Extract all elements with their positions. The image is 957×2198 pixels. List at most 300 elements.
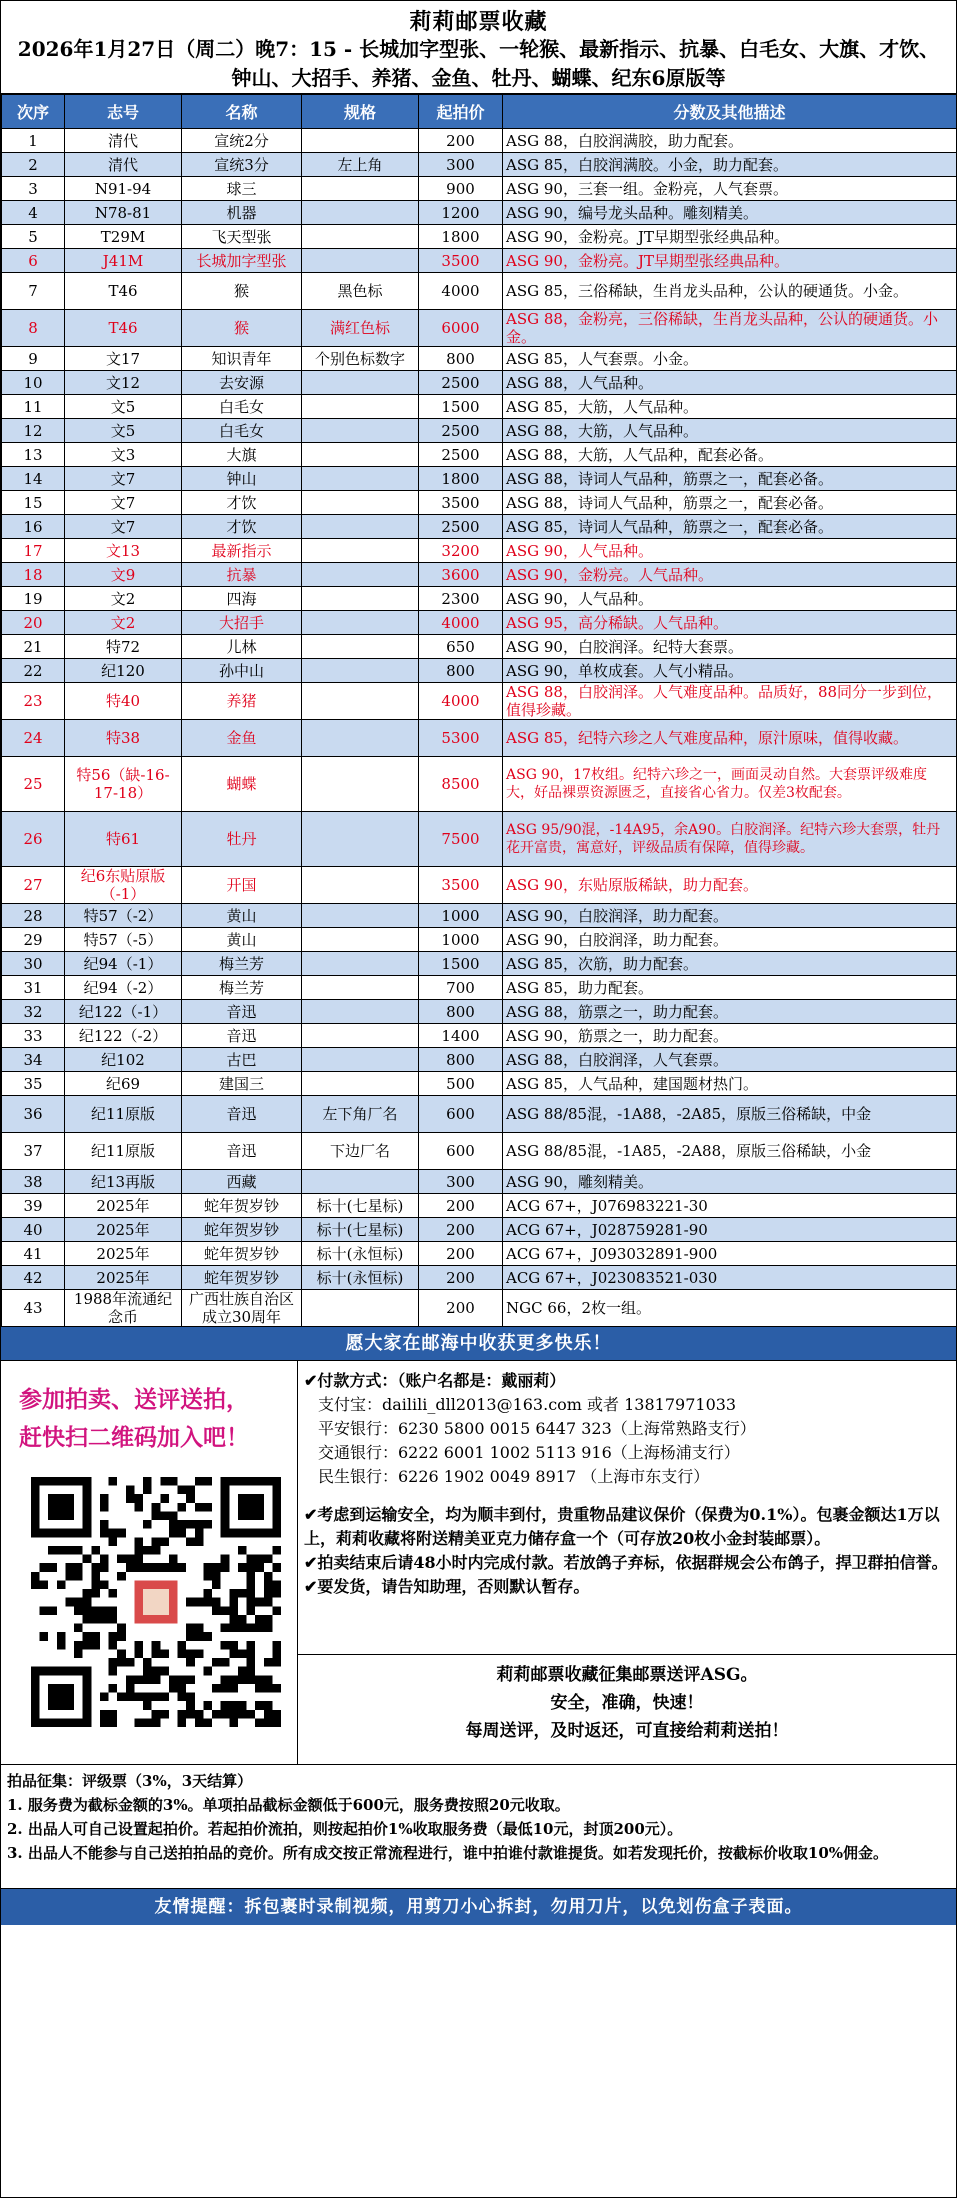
stamp-spec (302, 720, 419, 757)
lot-description: ASG 88，筋票之一，助力配套。 (503, 1000, 957, 1024)
col-header: 名称 (182, 95, 302, 129)
lot-number: 22 (2, 659, 65, 683)
stamp-code: 纪13再版 (65, 1170, 182, 1194)
stamp-spec (302, 129, 419, 153)
lot-number: 40 (2, 1218, 65, 1242)
stamp-name: 蛇年贺岁钞 (182, 1194, 302, 1218)
lot-number: 28 (2, 904, 65, 928)
table-row (2, 611, 957, 635)
lot-number: 24 (2, 720, 65, 757)
stamp-name: 蛇年贺岁钞 (182, 1218, 302, 1242)
lot-number: 23 (2, 683, 65, 720)
start-price: 2300 (419, 587, 503, 611)
stamp-code: 纪94（-1） (65, 952, 182, 976)
table-row (2, 515, 957, 539)
start-price: 4000 (419, 611, 503, 635)
stamp-code: 文13 (65, 539, 182, 563)
stamp-code: T46 (65, 310, 182, 347)
table-row (2, 1024, 957, 1048)
stamp-spec (302, 1290, 419, 1327)
start-price: 7500 (419, 812, 503, 867)
lot-number: 32 (2, 1000, 65, 1024)
stamp-name: 长城加字型张 (182, 249, 302, 273)
lot-number: 38 (2, 1170, 65, 1194)
promo-line-1: 参加拍卖、送评送拍， (19, 1386, 249, 1413)
stamp-name: 建国三 (182, 1072, 302, 1096)
stamp-name: 金鱼 (182, 720, 302, 757)
stamp-code: 文12 (65, 371, 182, 395)
lot-description: ASG 90，白胶润泽，助力配套。 (503, 904, 957, 928)
stamp-code: N78-81 (65, 201, 182, 225)
lot-description: ASG 90，三套一组。金粉亮，人气套票。 (503, 177, 957, 201)
stamp-spec (302, 1000, 419, 1024)
stamp-code: 2025年 (65, 1242, 182, 1266)
start-price: 900 (419, 177, 503, 201)
stamp-spec (302, 587, 419, 611)
start-price: 800 (419, 347, 503, 371)
lot-number: 4 (2, 201, 65, 225)
table-row (2, 467, 957, 491)
start-price: 1500 (419, 395, 503, 419)
lot-number: 43 (2, 1290, 65, 1327)
start-price: 1800 (419, 225, 503, 249)
stamp-spec: 黑色标 (302, 273, 419, 310)
minsheng-account: 民生银行：6226 1902 0049 8917 （上海市东支行） (318, 1467, 710, 1486)
lot-description: ASG 88，白胶润满胶，助力配套。 (503, 129, 957, 153)
stamp-name: 四海 (182, 587, 302, 611)
stamp-name: 蛇年贺岁钞 (182, 1242, 302, 1266)
stamp-name: 音迅 (182, 1024, 302, 1048)
table-row (2, 659, 957, 683)
stamp-name: 猴 (182, 310, 302, 347)
stamp-code: 清代 (65, 153, 182, 177)
lot-description: ASG 90，白胶润泽，助力配套。 (503, 928, 957, 952)
stamp-spec: 左下角厂名 (302, 1096, 419, 1133)
stamp-spec: 标十(七星标) (302, 1218, 419, 1242)
stamp-spec: 个别色标数字 (302, 347, 419, 371)
lot-number: 1 (2, 129, 65, 153)
stamp-code: 文17 (65, 347, 182, 371)
start-price: 200 (419, 1290, 503, 1327)
pingan-account: 平安银行：6230 5800 0015 6447 323（上海常熟路支行） (318, 1419, 756, 1438)
stamp-name: 蛇年贺岁钞 (182, 1266, 302, 1290)
stamp-code: 清代 (65, 129, 182, 153)
start-price: 200 (419, 1194, 503, 1218)
table-row (2, 1266, 957, 1290)
rules-title: 拍品征集：评级票（3%，3天结算） (7, 1772, 253, 1790)
lot-description: ASG 90，单枚成套。人气小精品。 (503, 659, 957, 683)
lot-number: 12 (2, 419, 65, 443)
rule-item: 3. 出品人不能参与自己送拍拍品的竞价。所有成交按正常流程进行，谁中拍谁付款谁提货。如若发现托价，按截标价收取10%佣金。 (7, 1844, 889, 1862)
lot-description: ASG 90，人气品种。 (503, 539, 957, 563)
lot-number: 41 (2, 1242, 65, 1266)
start-price: 800 (419, 659, 503, 683)
lot-description: ASG 90，雕刻精美。 (503, 1170, 957, 1194)
table-row (2, 1242, 957, 1266)
lot-description: ASG 88，白胶润泽。人气难度品种。品质好，88同分一步到位，值得珍藏。 (503, 683, 957, 720)
stamp-name: 飞天型张 (182, 225, 302, 249)
table-row (2, 249, 957, 273)
stamp-spec (302, 177, 419, 201)
lot-number: 7 (2, 273, 65, 310)
lot-number: 39 (2, 1194, 65, 1218)
stamp-code: 纪69 (65, 1072, 182, 1096)
lot-description: ASG 95，高分稀缺。人气品种。 (503, 611, 957, 635)
stamp-code: 纪94（-2） (65, 976, 182, 1000)
stamp-name: 黄山 (182, 928, 302, 952)
lot-number: 2 (2, 153, 65, 177)
table-row (2, 812, 957, 867)
start-price: 4000 (419, 683, 503, 720)
table-row (2, 129, 957, 153)
stamp-name: 西藏 (182, 1170, 302, 1194)
table-row (2, 720, 957, 757)
stamp-code: T29M (65, 225, 182, 249)
stamp-code: 纪122（-1） (65, 1000, 182, 1024)
start-price: 2500 (419, 371, 503, 395)
lot-number: 14 (2, 467, 65, 491)
lot-number: 5 (2, 225, 65, 249)
table-row (2, 1096, 957, 1133)
qr-code-icon[interactable] (31, 1477, 281, 1727)
stamp-code: 特38 (65, 720, 182, 757)
stamp-spec (302, 683, 419, 720)
lot-number: 10 (2, 371, 65, 395)
stamp-spec (302, 928, 419, 952)
bocom-account: 交通银行：6222 6001 1002 5113 916（上海杨浦支行） (318, 1443, 740, 1462)
payment-heading: ✔付款方式：（账户名都是：戴丽莉） (304, 1371, 566, 1390)
stamp-spec: 下边厂名 (302, 1133, 419, 1170)
start-price: 6000 (419, 310, 503, 347)
stamp-name: 白毛女 (182, 419, 302, 443)
stamp-spec (302, 952, 419, 976)
lot-number: 18 (2, 563, 65, 587)
stamp-code: 特57（-2） (65, 904, 182, 928)
consignment-rules (1, 1765, 956, 1889)
lot-description: ACG 67+，J093032891-900 (503, 1242, 957, 1266)
table-header-row (2, 95, 957, 129)
lot-description: NGC 66，2枚一组。 (503, 1290, 957, 1327)
table-row (2, 587, 957, 611)
start-price: 5300 (419, 720, 503, 757)
lot-description: ACG 67+，J028759281-90 (503, 1218, 957, 1242)
table-row (2, 395, 957, 419)
stamp-name: 大旗 (182, 443, 302, 467)
stamp-name: 广西壮族自治区成立30周年 (182, 1290, 302, 1327)
lot-description: ASG 90，白胶润泽。纪特大套票。 (503, 635, 957, 659)
stamp-code: 文3 (65, 443, 182, 467)
lot-number: 37 (2, 1133, 65, 1170)
col-header: 起拍价 (419, 95, 503, 129)
start-price: 600 (419, 1096, 503, 1133)
stamp-spec (302, 904, 419, 928)
table-row (2, 635, 957, 659)
lot-description: ASG 88，大筋，人气品种，配套必备。 (503, 443, 957, 467)
stamp-code: 纪11原版 (65, 1096, 182, 1133)
rule-item: 1. 服务费为截标金额的3%。单项拍品截标金额低于600元，服务费按照20元收取。 (7, 1796, 570, 1814)
start-price: 2500 (419, 419, 503, 443)
lot-description: ASG 88，金粉亮，三俗稀缺，生肖龙头品种，公认的硬通货。小金。 (503, 310, 957, 347)
start-price: 1500 (419, 952, 503, 976)
stamp-name: 去安源 (182, 371, 302, 395)
start-price: 1800 (419, 467, 503, 491)
start-price: 3500 (419, 491, 503, 515)
stamp-spec (302, 1048, 419, 1072)
stamp-code: 文7 (65, 467, 182, 491)
stamp-code: 文5 (65, 395, 182, 419)
table-row (2, 757, 957, 812)
col-header: 分数及其他描述 (503, 95, 957, 129)
lot-description: ASG 88，大筋，人气品种。 (503, 419, 957, 443)
stamp-spec (302, 539, 419, 563)
lot-description: ASG 85，次筋，助力配套。 (503, 952, 957, 976)
lot-description: ASG 90，金粉亮。JT早期型张经典品种。 (503, 225, 957, 249)
stamp-spec: 标十(七星标) (302, 1194, 419, 1218)
stamp-spec (302, 812, 419, 867)
stamp-name: 白毛女 (182, 395, 302, 419)
stamp-spec (302, 395, 419, 419)
lot-number: 6 (2, 249, 65, 273)
start-price: 3200 (419, 539, 503, 563)
lot-number: 31 (2, 976, 65, 1000)
start-price: 2500 (419, 443, 503, 467)
stamp-name: 音迅 (182, 1133, 302, 1170)
footer-reminder: 友情提醒：拆包裹时录制视频，用剪刀小心拆封，勿用刀片，以免划伤盒子表面。 (1, 1889, 956, 1925)
table-row (2, 904, 957, 928)
alipay-account: 支付宝：dailili_dll2013@163.com 或者 13817971033 (318, 1395, 737, 1414)
stamp-name: 音迅 (182, 1096, 302, 1133)
stamp-spec: 标十(永恒标) (302, 1266, 419, 1290)
table-row (2, 310, 957, 347)
lot-description: ASG 85，纪特六珍之人气难度品种，原汁原味，值得收藏。 (503, 720, 957, 757)
start-price: 650 (419, 635, 503, 659)
start-price: 300 (419, 1170, 503, 1194)
lot-number: 11 (2, 395, 65, 419)
stamp-spec (302, 249, 419, 273)
col-header: 志号 (65, 95, 182, 129)
col-header: 规格 (302, 95, 419, 129)
lot-number: 25 (2, 757, 65, 812)
stamp-spec (302, 1024, 419, 1048)
stamp-spec (302, 491, 419, 515)
start-price: 3500 (419, 867, 503, 904)
start-price: 200 (419, 1218, 503, 1242)
lot-number: 27 (2, 867, 65, 904)
stamp-spec (302, 443, 419, 467)
lot-description: ASG 90，筋票之一，助力配套。 (503, 1024, 957, 1048)
stamp-name: 机器 (182, 201, 302, 225)
stamp-spec (302, 1170, 419, 1194)
start-price: 800 (419, 1000, 503, 1024)
lot-description: ASG 88，白胶润泽，人气套票。 (503, 1048, 957, 1072)
stamp-code: 纪120 (65, 659, 182, 683)
table-row (2, 683, 957, 720)
stamp-spec (302, 1072, 419, 1096)
stamp-code: 纪11原版 (65, 1133, 182, 1170)
lot-number: 9 (2, 347, 65, 371)
stamp-name: 抗暴 (182, 563, 302, 587)
stamp-spec (302, 225, 419, 249)
header (1, 1, 956, 94)
stamp-code: 文2 (65, 587, 182, 611)
lot-number: 15 (2, 491, 65, 515)
stamp-code: 2025年 (65, 1218, 182, 1242)
lot-number: 16 (2, 515, 65, 539)
lot-description: ASG 85，诗词人气品种，筋票之一，配套必备。 (503, 515, 957, 539)
lot-description: ASG 85，助力配套。 (503, 976, 957, 1000)
lot-description: ASG 88/85混，-1A88，-2A85，原版三俗稀缺，中金 (503, 1096, 957, 1133)
lot-description: ASG 85，三俗稀缺，生肖龙头品种，公认的硬通货。小金。 (503, 273, 957, 310)
stamp-code: 文9 (65, 563, 182, 587)
collect-notice (298, 1654, 956, 1764)
lot-number: 36 (2, 1096, 65, 1133)
start-price: 3600 (419, 563, 503, 587)
lot-number: 42 (2, 1266, 65, 1290)
stamp-spec (302, 419, 419, 443)
stamp-name: 大招手 (182, 611, 302, 635)
lot-number: 21 (2, 635, 65, 659)
table-row (2, 153, 957, 177)
table-row (2, 347, 957, 371)
stamp-code: 1988年流通纪念币 (65, 1290, 182, 1327)
stamp-spec: 标十(永恒标) (302, 1242, 419, 1266)
table-row (2, 443, 957, 467)
col-header: 次序 (2, 95, 65, 129)
lot-number: 29 (2, 928, 65, 952)
stamp-code: 文5 (65, 419, 182, 443)
lot-number: 19 (2, 587, 65, 611)
lot-description: ASG 90，17枚组。纪特六珍之一，画面灵动自然。大套票评级难度大，好品裸票资源匮乏，直接省心省力。仅差3枚配套。 (503, 757, 957, 812)
lot-description: ASG 90，人气品种。 (503, 587, 957, 611)
stamp-name: 宣统3分 (182, 153, 302, 177)
start-price: 300 (419, 153, 503, 177)
stamp-spec (302, 371, 419, 395)
qr-panel (1, 1361, 298, 1764)
stamp-code: 特72 (65, 635, 182, 659)
shipping-note: ✔考虑到运输安全，均为顺丰到付，贵重物品建议保价（保费为0.1%）。包裹金额达1万以上，莉莉收藏将附送精美亚克力储存盒一个（可存放20枚小金封装邮票）。 (304, 1505, 940, 1548)
table-row (2, 1133, 957, 1170)
stamp-spec (302, 467, 419, 491)
stamp-name: 才饮 (182, 491, 302, 515)
lot-description: ASG 90，金粉亮。JT早期型张经典品种。 (503, 249, 957, 273)
table-row (2, 491, 957, 515)
lot-number: 13 (2, 443, 65, 467)
lot-table (1, 94, 957, 1327)
stamp-code: 纪6东贴原版（-1） (65, 867, 182, 904)
table-row (2, 539, 957, 563)
lot-description: ASG 90，金粉亮。人气品种。 (503, 563, 957, 587)
start-price: 3500 (419, 249, 503, 273)
rule-item: 2. 出品人可自己设置起拍价。若起拍价流拍，则按起拍价1%收取服务费（最低10元，封顶200元）。 (7, 1820, 683, 1838)
table-row (2, 1194, 957, 1218)
wishes-banner: 愿大家在邮海中收获更多快乐！ (1, 1327, 956, 1361)
stamp-name: 钟山 (182, 467, 302, 491)
stamp-code: 特61 (65, 812, 182, 867)
collect-line-3: 每周送评，及时返还，可直接给莉莉送拍！ (465, 1721, 789, 1741)
stamp-name: 古巴 (182, 1048, 302, 1072)
stamp-code: N91-94 (65, 177, 182, 201)
lot-description: ASG 88，诗词人气品种，筋票之一，配套必备。 (503, 467, 957, 491)
start-price: 700 (419, 976, 503, 1000)
table-row (2, 273, 957, 310)
stamp-spec (302, 757, 419, 812)
table-row (2, 225, 957, 249)
lot-description: ASG 95/90混，-14A95，余A90。白胶润泽。纪特六珍大套票，牡丹花开富贵，寓意好，评级品质有保障，值得珍藏。 (503, 812, 957, 867)
stamp-name: 猴 (182, 273, 302, 310)
start-price: 800 (419, 1048, 503, 1072)
start-price: 200 (419, 1242, 503, 1266)
lot-description: ASG 85，人气品种，建国题材热门。 (503, 1072, 957, 1096)
stamp-code: T46 (65, 273, 182, 310)
stamp-code: 特56（缺-16-17-18） (65, 757, 182, 812)
table-row (2, 952, 957, 976)
lot-description: ASG 85，人气套票。小金。 (503, 347, 957, 371)
stamp-code: 纪102 (65, 1048, 182, 1072)
delivery-note: ✔要发货，请告知助理，否则默认暂存。 (304, 1577, 590, 1596)
lot-number: 26 (2, 812, 65, 867)
stamp-name: 蝴蝶 (182, 757, 302, 812)
start-price: 200 (419, 129, 503, 153)
collect-line-2: 安全，准确，快速！ (550, 1693, 704, 1713)
lot-description: ASG 85，白胶润满胶。小金，助力配套。 (503, 153, 957, 177)
table-row (2, 201, 957, 225)
promo-line-2: 赶快扫二维码加入吧！ (19, 1424, 249, 1451)
stamp-code: 2025年 (65, 1266, 182, 1290)
lot-number: 3 (2, 177, 65, 201)
page-title: 莉莉邮票收藏 (409, 9, 548, 35)
lot-number: 8 (2, 310, 65, 347)
start-price: 600 (419, 1133, 503, 1170)
stamp-name: 最新指示 (182, 539, 302, 563)
stamp-name: 音迅 (182, 1000, 302, 1024)
stamp-spec (302, 867, 419, 904)
table-row (2, 1170, 957, 1194)
stamp-name: 儿林 (182, 635, 302, 659)
stamp-code: 2025年 (65, 1194, 182, 1218)
start-price: 1400 (419, 1024, 503, 1048)
start-price: 2500 (419, 515, 503, 539)
lot-number: 17 (2, 539, 65, 563)
start-price: 8500 (419, 757, 503, 812)
stamp-spec: 左上角 (302, 153, 419, 177)
table-row (2, 1000, 957, 1024)
page-subtitle: 2026年1月27日（周二）晚7：15 - 长城加字型张、一轮猴、最新指示、抗暴、白毛女、大旗、才饮、钟山、大招手、养猪、金鱼、牡丹、蝴蝶、纪东6原版等 (17, 37, 940, 90)
table-row (2, 177, 957, 201)
stamp-name: 开国 (182, 867, 302, 904)
stamp-spec: 满红色标 (302, 310, 419, 347)
start-price: 1000 (419, 928, 503, 952)
stamp-code: 文7 (65, 491, 182, 515)
table-row (2, 867, 957, 904)
lot-number: 20 (2, 611, 65, 635)
table-row (2, 1072, 957, 1096)
stamp-code: 特40 (65, 683, 182, 720)
stamp-code: 文7 (65, 515, 182, 539)
start-price: 1000 (419, 904, 503, 928)
stamp-name: 才饮 (182, 515, 302, 539)
stamp-name: 知识青年 (182, 347, 302, 371)
table-row (2, 1218, 957, 1242)
stamp-spec (302, 611, 419, 635)
stamp-name: 黄山 (182, 904, 302, 928)
stamp-code: 特57（-5） (65, 928, 182, 952)
table-row (2, 419, 957, 443)
lot-description: ASG 90，东贴原版稀缺，助力配套。 (503, 867, 957, 904)
collect-line-1: 莉莉邮票收藏征集邮票送评ASG。 (496, 1665, 758, 1685)
table-row (2, 563, 957, 587)
stamp-name: 宣统2分 (182, 129, 302, 153)
payment-deadline-note: ✔拍卖结束后请48小时内完成付款。若放鸽子弃标，依据群规会公布鸽子，捍卫群拍信誉。 (304, 1553, 948, 1572)
